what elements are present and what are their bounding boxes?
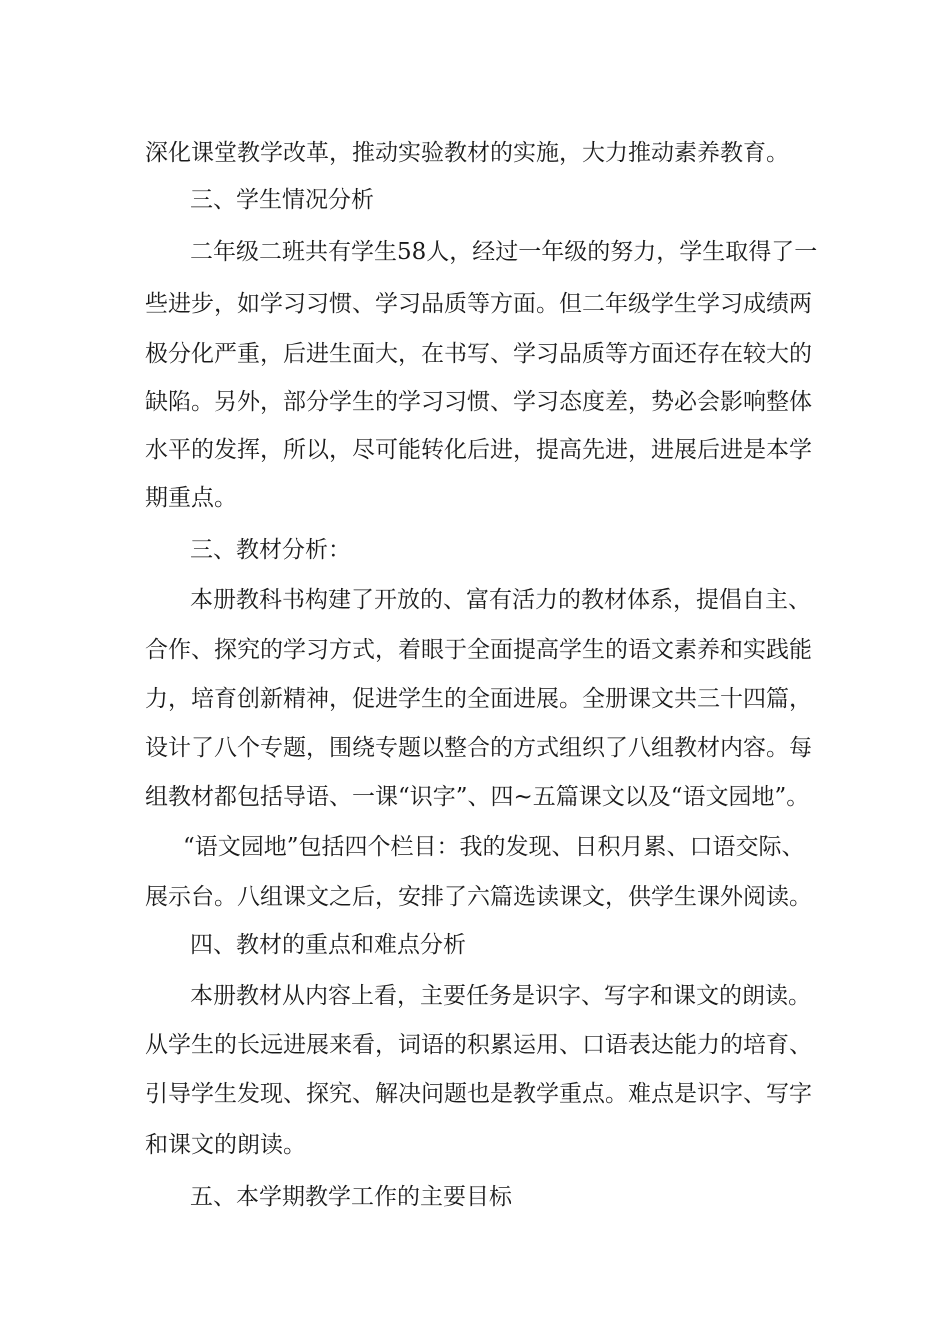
paragraph-line-students-4: 缺陷。另外，部分学生的学习习惯、学习态度差，势必会影响整体 <box>145 389 812 415</box>
paragraph-line-keypoints-4: 和课文的朗读。 <box>145 1132 306 1158</box>
paragraph-line-garden-1: “语文园地”包括四个栏目：我的发现、日积月累、口语交际、 <box>183 834 805 860</box>
paragraph-line-reform: 深化课堂教学改革，推动实验教材的实施，大力推动素养教育。 <box>145 140 789 166</box>
paragraph-line-keypoints-3: 引导学生发现、探究、解决问题也是教学重点。难点是识字、写字 <box>145 1081 812 1107</box>
heading-semester-goals: 五、本学期教学工作的主要目标 <box>190 1184 512 1210</box>
paragraph-line-students-2: 些进步，如学习习惯、学习品质等方面。但二年级学生学习成绩两 <box>145 291 812 317</box>
paragraph-line-textbook-2: 合作、探究的学习方式，着眼于全面提高学生的语文素养和实践能 <box>145 637 812 663</box>
heading-student-analysis: 三、学生情况分析 <box>190 187 374 213</box>
paragraph-line-students-6: 期重点。 <box>145 485 237 511</box>
heading-key-points: 四、教材的重点和难点分析 <box>190 932 466 958</box>
heading-textbook-analysis: 三、教材分析： <box>190 537 351 563</box>
paragraph-line-keypoints-1: 本册教材从内容上看，主要任务是识字、写字和课文的朗读。 <box>190 983 811 1009</box>
paragraph-line-textbook-4: 设计了八个专题，围绕专题以整合的方式组织了八组教材内容。每 <box>145 735 812 761</box>
paragraph-line-keypoints-2: 从学生的长远进展来看，词语的积累运用、口语表达能力的培育、 <box>145 1032 812 1058</box>
paragraph-line-garden-2: 展示台。八组课文之后，安排了六篇选读课文，供学生课外阅读。 <box>145 884 812 910</box>
paragraph-line-textbook-5: 组教材都包括导语、一课“识字”、四~五篇课文以及“语文园地”。 <box>145 784 810 810</box>
paragraph-line-students-5: 水平的发挥，所以，尽可能转化后进，提高先进，进展后进是本学 <box>145 437 812 463</box>
paragraph-line-textbook-1: 本册教科书构建了开放的、富有活力的教材体系，提倡自主、 <box>190 587 811 613</box>
paragraph-line-students-1: 二年级二班共有学生58人，经过一年级的努力，学生取得了一 <box>190 239 818 265</box>
paragraph-line-textbook-3: 力，培育创新精神，促进学生的全面进展。全册课文共三十四篇， <box>145 686 812 712</box>
paragraph-line-students-3: 极分化严重，后进生面大，在书写、学习品质等方面还存在较大的 <box>145 341 812 367</box>
